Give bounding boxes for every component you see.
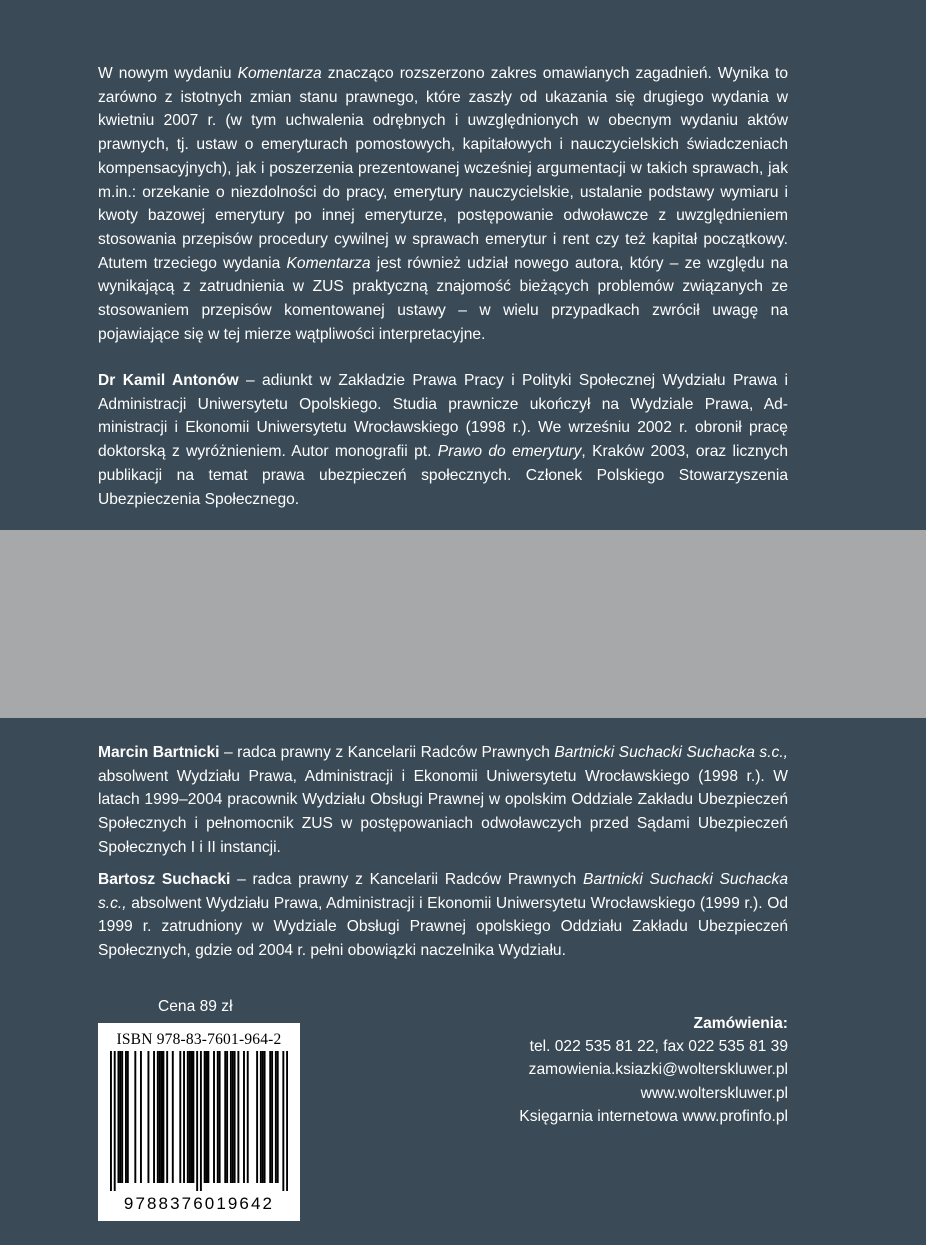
barcode-bars bbox=[110, 1051, 288, 1191]
author-bio-suchacki bbox=[98, 868, 788, 963]
barcode-bar bbox=[256, 1051, 258, 1183]
barcode-bar bbox=[147, 1051, 149, 1183]
barcode-bar bbox=[219, 1051, 221, 1183]
barcode-bar bbox=[114, 1051, 116, 1191]
barcode-bar bbox=[243, 1051, 245, 1183]
barcode-bar bbox=[153, 1051, 155, 1183]
barcode-bar bbox=[224, 1051, 226, 1183]
barcode-bar bbox=[207, 1051, 209, 1183]
barcode-bar bbox=[247, 1051, 249, 1183]
author-bio-text: – radca prawny z Kancelarii Radców Prawnych bbox=[219, 744, 555, 761]
isbn-number: ISBN 978-83-7601-964-2 bbox=[116, 1031, 282, 1048]
barcode-bar bbox=[262, 1051, 264, 1183]
barcode-bar bbox=[159, 1051, 161, 1183]
barcode-bar bbox=[204, 1051, 206, 1183]
author-bio-text-end: absolwent Wydziału Prawa, Administracji i Ekonomii Uniwersytetu Wrocławskiego (1998 r.). W latach 1999–2004 pracownik Wydziału Obsługi Prawnej w opolskim Oddziale Zakładu Ubezpieczeń Społecznych i pełnomocnik ZUS w postępowaniach odwoławczych przed Sądami Ubezpieczeń Społecznych I i II instancji. bbox=[98, 767, 788, 856]
barcode-bar bbox=[119, 1051, 121, 1183]
barcode-bar bbox=[161, 1051, 163, 1183]
description-italic-title-2: Komentarza bbox=[286, 254, 371, 272]
barcode-bar bbox=[200, 1051, 202, 1191]
law-firm-name: Bartnicki Suchacki Suchacka s.c., bbox=[554, 744, 789, 761]
isbn-barcode bbox=[98, 1023, 300, 1221]
description-text-cont: znacząco rozszerzono zakres omawianych zagadnień. Wynika to zarówno z istotnych zmian stanu prawnego, które zaszły od ukazania się drugiego wydania w kwietniu 2007 r. (w tym uchwalenia odrębnych i uwzględnionych w obecnym wydaniu aktów prawnych, tj. ustaw o emeryturach pomostowych, kapitałowych i nauczycielskich świadczeniach kompensacyjnych), jak i poszerzenia prezentowanej wcześniej argumentacji w takich sprawach, jak m.in.: orzekanie o niezdolności do pracy, emerytury nauczycielskie, ustalanie podstawy wymiaru i kwoty bazowej emerytury po innej emeryturze, postępowanie odwoławcze z uwzględnieniem stosowania przepisów procedury cywilnej w sprawach emerytur i rent czy też kapitał początkowy. Atutem trzeciego wydania bbox=[98, 65, 788, 272]
barcode-bar bbox=[277, 1051, 279, 1183]
barcode-bar bbox=[192, 1051, 194, 1183]
barcode-bar bbox=[230, 1051, 232, 1183]
barcode-bar bbox=[125, 1051, 127, 1183]
barcode-bar bbox=[157, 1051, 159, 1183]
barcode-bar bbox=[232, 1051, 234, 1183]
barcode-bar bbox=[187, 1051, 189, 1183]
author-name: Marcin Bartnicki bbox=[98, 744, 220, 761]
barcode-bar bbox=[196, 1051, 198, 1191]
author-bio-text-end: absolwent Wydziału Prawa, Administracji i Ekonomii Uniwersytetu Wrocławskiego (1999 r.). Od 1999 r. zatrudniony w Wydziale Obsługi Prawnej opolskiego Oddziału Zakładu Ubezpieczeń Społecznych, gdzie od 2004 r. pełni obowiązki naczelnika Wydziału. bbox=[98, 894, 788, 960]
barcode-bar bbox=[217, 1051, 219, 1183]
orders-phone: tel. 022 535 81 22, fax 022 535 81 39 bbox=[529, 1038, 788, 1056]
barcode-bar bbox=[269, 1051, 271, 1183]
price-label: Cena 89 zł bbox=[158, 998, 233, 1015]
orders-contact bbox=[519, 1012, 788, 1128]
description-text-end: jest również udział nowego autora, który – ze względu na wynikającą z zatrudnienia w ZUS praktyczną znajomość bieżących problemów związanych ze stosowaniem przepisów komentowanej ustawy – w wielu przypadkach zwrócił uwagę na pojawiające się w tej mierze wątpliwości interpretacyjne. bbox=[98, 254, 788, 343]
barcode-bar bbox=[206, 1051, 208, 1183]
ean-digits: 9788376019642 bbox=[123, 1194, 275, 1213]
barcode-bar bbox=[286, 1051, 288, 1191]
barcode-bar bbox=[189, 1051, 191, 1183]
author-name: Dr Kamil Antonów bbox=[98, 372, 239, 389]
barcode-bar bbox=[191, 1051, 193, 1183]
barcode-bar bbox=[140, 1051, 142, 1183]
description-italic-title: Komentarza bbox=[237, 65, 322, 82]
barcode-bar bbox=[117, 1051, 119, 1183]
book-description bbox=[98, 62, 788, 346]
author-bio-text: – radca prawny z Kancelarii Radców Prawnych bbox=[230, 871, 584, 888]
barcode-bar bbox=[237, 1051, 239, 1183]
author-bio-antonow bbox=[98, 369, 788, 511]
barcode-bar bbox=[282, 1051, 284, 1191]
barcode-bar bbox=[134, 1051, 136, 1183]
author-bio-text-end: , Kraków 2003, oraz licznych publikacji na temat prawa ubezpieczeń społecznych. Członek Polskiego Stowarzyszenia Ubezpieczenia Społecznego. bbox=[98, 443, 788, 508]
orders-title: Zamówienia: bbox=[693, 1015, 788, 1032]
barcode-bar bbox=[234, 1051, 236, 1183]
barcode-bar bbox=[121, 1051, 123, 1183]
orders-website: www.wolterskluwer.pl bbox=[640, 1084, 788, 1102]
barcode-bar bbox=[166, 1051, 168, 1183]
barcode-bar bbox=[275, 1051, 277, 1183]
middle-gray-band bbox=[0, 530, 926, 718]
law-firm-name: Bartnicki Suchacki Suchacka s.c., bbox=[98, 871, 789, 912]
barcode-bar bbox=[271, 1051, 273, 1183]
author-bio-text: – adiunkt w Zakładzie Prawa Pracy i Polityki Społecznej Wydziału Prawa i Administracji Uniwersytetu Opolskiego. Studia prawnicze ukończył na Wydziale Prawa, Administracji i Ekonomii Uniwersytetu Wrocławskiego (1998 r.). We wrześniu 2002 r. obronił pracę doktorską z wyróżnieniem. Autor monografii pt. bbox=[98, 372, 788, 461]
barcode-bar bbox=[127, 1051, 129, 1183]
barcode-bar bbox=[110, 1051, 112, 1191]
barcode-bar bbox=[264, 1051, 266, 1183]
author-name: Bartosz Suchacki bbox=[98, 871, 231, 888]
barcode-bar bbox=[172, 1051, 174, 1183]
barcode-bar bbox=[226, 1051, 228, 1183]
author-bio-bartnicki bbox=[98, 741, 788, 860]
barcode-bar bbox=[162, 1051, 164, 1183]
orders-shop: Księgarnia internetowa www.profinfo.pl bbox=[519, 1107, 788, 1125]
barcode-bar bbox=[179, 1051, 181, 1183]
orders-email: zamowienia.ksiazki@wolterskluwer.pl bbox=[528, 1061, 788, 1079]
barcode-bar bbox=[260, 1051, 262, 1183]
monograph-title: Prawo do emerytury bbox=[437, 443, 582, 461]
description-text: W nowym wydaniu bbox=[98, 65, 238, 82]
barcode-bar bbox=[213, 1051, 215, 1183]
barcode-bar bbox=[183, 1051, 185, 1183]
